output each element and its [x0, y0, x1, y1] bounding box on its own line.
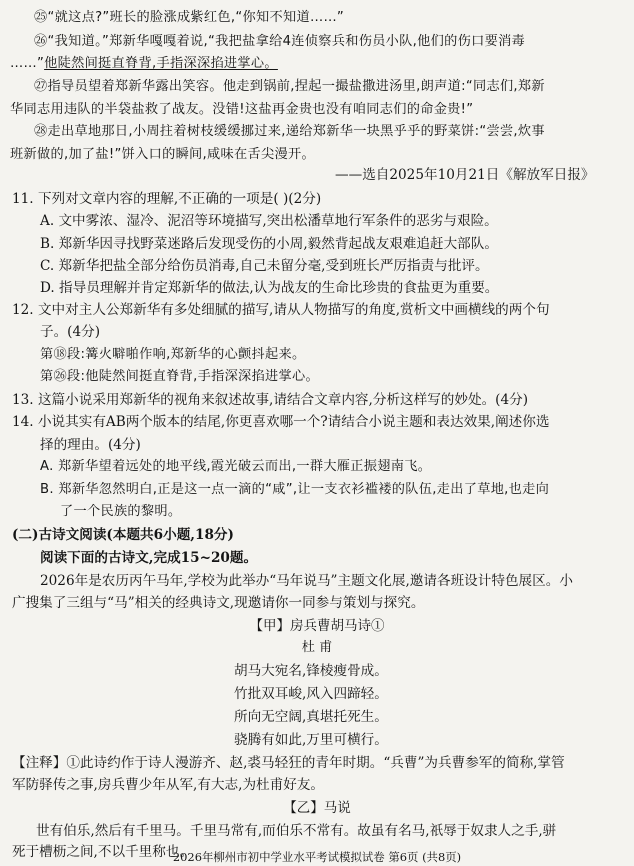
paragraph-26-line2 — [10, 55, 278, 73]
question-11-option-b: B. 郑新华因寻找野菜迷路后发现受伤的小周,毅然背起战友艰难追赶大部队。 — [40, 236, 498, 252]
poem-line-2: 竹批双耳峻,风入四蹄轻。 — [234, 686, 388, 702]
question-12-item-1: 第⑱段:篝火噼啪作响,郑新华的心颤抖起来。 — [40, 347, 306, 362]
prose-title: 【乙】马说 — [283, 800, 351, 816]
annotation-line2: 军防驿传之事,房兵曹少年从军,有大志,为杜甫好友。 — [12, 777, 325, 793]
prose-line1: 世有伯乐,然后有千里马。千里马常有,而伯乐不常有。故虽有名马,祇辱于奴隶人之手,骈 — [36, 823, 557, 839]
paragraph-27-line1: ㉗指导员望着郑新华露出笑容。他走到锅前,捏起一撮盐撒进汤里,朗声道:“同志们,郑新 — [34, 79, 545, 94]
paragraph-28-line2: 班新做的,加了盐!”饼入口的瞬间,咸味在舌尖漫开。 — [10, 147, 315, 162]
question-14-option-b-line2: 了一个民族的黎明。 — [60, 504, 182, 519]
question-12-item-2: 第㉖段:他陡然间挺直脊背,手指深深掐进掌心。 — [40, 369, 319, 384]
paragraph-25: ㉕“就这点?”班长的脸涨成紫红色,“你知不知道……” — [34, 10, 345, 25]
source-citation: ——选自2025年10月21日《解放军日报》 — [335, 167, 595, 183]
poem-author: 杜 甫 — [301, 640, 333, 655]
question-11-option-c: C. 郑新华把盐全部分给伤员消毒,自己未留分毫,受到班长严厉指责与批评。 — [40, 258, 489, 274]
section-2-intro-line2: 广搜集了三组与“马”相关的经典诗文,现邀请你一同参与策划与探究。 — [12, 595, 425, 611]
question-13: 13. 这篇小说采用郑新华的视角来叙述故事,请结合文章内容,分析这样写的妙处。(4分) — [12, 392, 529, 408]
section-2-instruction: 阅读下面的古诗文,完成15~20题。 — [40, 550, 258, 566]
question-12-stem-line1: 12. 文中对主人公郑新华有多处细腻的描写,请从人物描写的角度,赏析文中画横线的两个句 — [12, 302, 550, 318]
paragraph-27-line2: 华同志用违队的半袋盐救了战友。没错!这盐再金贵也没有咱同志们的命金贵!” — [10, 102, 474, 117]
paragraph-26-ellipsis: ……” — [10, 56, 45, 71]
underlined-sentence-26: 他陡然间挺直脊背,手指深深掐进掌心。 — [44, 56, 278, 71]
question-11-stem: 11. 下列对文章内容的理解,不正确的一项是( )(2分) — [12, 191, 322, 207]
prose-line2: 死于槽枥之间,不以千里称也。 — [12, 844, 194, 860]
section-2-intro-line1: 2026年是农历丙午马年,学校为此举办“马年说马”主题文化展,邀请各班设计特色展区。小 — [40, 573, 573, 589]
question-14-stem-line2: 择的理由。(4分) — [40, 437, 141, 453]
paragraph-26-line1: ㉖“我知道。”郑新华嘎嘎着说,“我把盐拿给4连侦察兵和伤员小队,他们的伤口要消毒 — [34, 34, 526, 49]
annotation-line1: 【注释】①此诗约作于诗人漫游齐、赵,裘马轻狂的青年时期。“兵曹”为兵曹参军的简称,掌管 — [12, 755, 565, 771]
poem-line-1: 胡马大宛名,锋棱瘦骨成。 — [234, 663, 388, 679]
poem-line-4: 骁腾有如此,万里可横行。 — [234, 732, 388, 748]
poem-line-3: 所向无空阔,真堪托死生。 — [234, 709, 388, 725]
question-14-stem-line1: 14. 小说其实有AB两个版本的结尾,你更喜欢哪一个?请结合小说主题和表达效果,阐述你选 — [12, 414, 550, 430]
question-14-option-a: A. 郑新华望着远处的地平线,霞光破云而出,一群大雁正振翅南飞。 — [40, 459, 432, 474]
poem-title: 【甲】房兵曹胡马诗① — [249, 618, 385, 634]
question-12-stem-line2: 子。(4分) — [40, 324, 101, 340]
question-11-option-d: D. 指导员理解并肯定郑新华的做法,认为战友的生命比珍贵的食盐更为重要。 — [40, 280, 499, 296]
question-14-option-b-line1: B. 郑新华忽然明白,正是这一点一滴的“咸”,让一支衣衫褴褛的队伍,走出了草地,也走向 — [40, 482, 550, 497]
question-11-option-a: A. 文中雾浓、湿冷、泥沼等环境描写,突出松潘草地行军条件的恶劣与艰险。 — [40, 213, 498, 229]
page-footer: 2026年柳州市初中学业水平考试模拟试卷 第6页 (共8页) — [172, 850, 462, 864]
paragraph-28-line1: ㉘走出草地那日,小周拄着树枝缓缓挪过来,递给郑新华一块黑乎乎的野菜饼:“尝尝,炊事 — [34, 124, 545, 139]
section-2-heading: (二)古诗文阅读(本题共6小题,18分) — [12, 527, 234, 543]
